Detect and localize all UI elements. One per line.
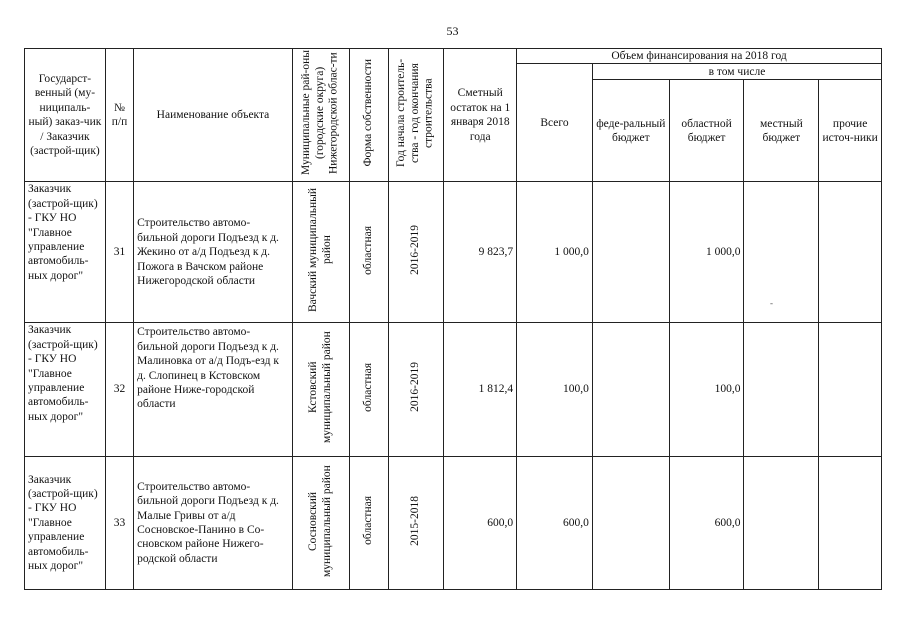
row-federal (592, 456, 669, 589)
row-municipality: Сосновский муниципальный район (307, 464, 334, 577)
row-num: 32 (105, 323, 133, 456)
stray-mark: - (770, 298, 773, 308)
header-ownership: Форма собственности (362, 59, 375, 167)
row-customer: Заказчик (застрой-щик) - ГКУ НО "Главное управление автомобиль-ных дорог" (25, 456, 106, 589)
row-object-name: Строительство автомо-бильной дороги Подъезд к д. Жекино от а/д Подъезд к д. Пожога в Вачском районе Нижегородской области (134, 182, 293, 323)
page-number: 53 (446, 24, 459, 38)
row-ownership: областная (362, 362, 375, 412)
row-federal (592, 323, 669, 456)
table-row (25, 182, 882, 323)
row-object-name: Строительство автомо-бильной дороги Подъезд к д. Малиновка от а/д Подъ-езд к д. Слопинец в Кстовском районе Ниже-городской области (134, 323, 293, 456)
row-local (744, 323, 819, 456)
row-regional: 600,0 (669, 456, 744, 589)
row-total: 1 000,0 (517, 182, 593, 323)
header-including: в том числе (592, 64, 881, 80)
row-other (819, 323, 882, 456)
row-ownership: областная (362, 225, 375, 275)
row-local (744, 182, 819, 323)
header-local: местный бюджет (744, 80, 819, 182)
row-customer: Заказчик (застрой-щик) - ГКУ НО "Главное управление автомобиль-ных дорог" (25, 182, 106, 323)
row-num: 31 (105, 182, 133, 323)
header-balance: Сметный остаток на 1 января 2018 года (444, 49, 517, 182)
row-regional: 1 000,0 (669, 182, 744, 323)
row-num: 33 (105, 456, 133, 589)
row-years: 2015-2018 (409, 495, 422, 546)
row-balance: 600,0 (444, 456, 517, 589)
header-customer: Государст-венный (му-ниципаль-ный) заказ-чик / Заказчик (застрой-щик) (25, 49, 106, 182)
header-financing-title: Объем финансирования на 2018 год (517, 49, 882, 64)
header-federal: феде-ральный бюджет (592, 80, 669, 182)
row-total: 600,0 (517, 456, 593, 589)
header-object-name: Наименование объекта (134, 49, 293, 182)
row-other (819, 182, 882, 323)
row-total: 100,0 (517, 323, 593, 456)
header-municipality: Муниципальные рай-оны (городские округа) Нижегородской облас-ти (300, 50, 340, 176)
row-years: 2016-2019 (409, 362, 422, 413)
row-years: 2016-2019 (409, 225, 422, 276)
header-other: прочие источ-ники (819, 80, 882, 182)
table-row (25, 323, 882, 456)
row-federal (592, 182, 669, 323)
header-regional: областной бюджет (669, 80, 744, 182)
row-balance: 9 823,7 (444, 182, 517, 323)
header-num: № п/п (105, 49, 133, 182)
table-row (25, 456, 882, 589)
row-municipality: Кстовский муниципальный район (307, 331, 334, 444)
financing-table (24, 48, 882, 590)
header-total: Всего (517, 64, 593, 182)
row-ownership: областная (362, 496, 375, 546)
row-regional: 100,0 (669, 323, 744, 456)
row-balance: 1 812,4 (444, 323, 517, 456)
row-object-name: Строительство автомо-бильной дороги Подъезд к д. Малые Гривы от а/д Сосновское-Панино в Со-сновском районе Нижего-родской области (134, 456, 293, 589)
header-years: Год начала строитель-ства - год окончания строительства (395, 58, 435, 168)
row-municipality: Вачский муниципальный район (307, 188, 334, 313)
row-customer: Заказчик (застрой-щик) - ГКУ НО "Главное управление автомобиль-ных дорог" (25, 323, 106, 456)
row-other (819, 456, 882, 589)
row-local (744, 456, 819, 589)
